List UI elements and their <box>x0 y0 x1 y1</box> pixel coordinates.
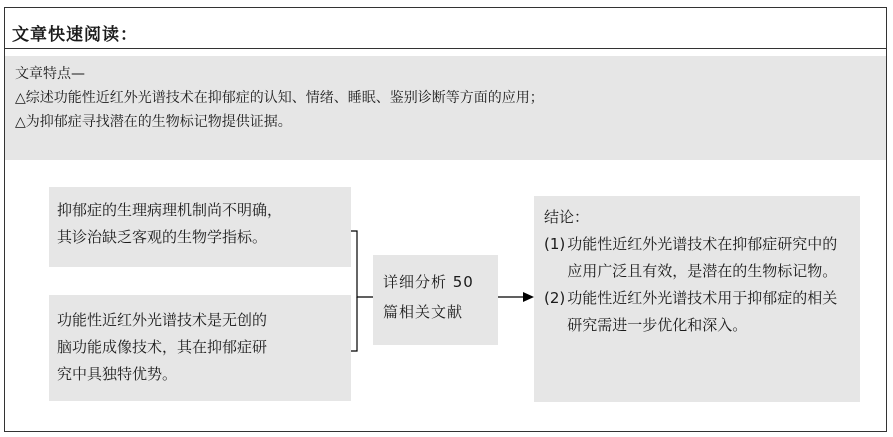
conclusion-item-2-text: 功能性近红外光谱技术用于抑郁症的相关研究需进一步优化和深入。 <box>567 289 838 334</box>
analysis-box <box>373 255 498 345</box>
analysis-line-2: 篇相关文献 <box>383 303 464 321</box>
feature-item-1: △综述功能性近红外光谱技术在抑郁症的认知、情绪、睡眠、鉴别诊断等方面的应用； <box>15 90 544 106</box>
conclusion-item-1-text: 功能性近红外光谱技术在抑郁症研究中的应用广泛且有效，是潜在的生物标记物。 <box>567 235 838 280</box>
conclusion-item-1-number: (1) <box>544 235 566 253</box>
feature-item-2: △为抑郁症寻找潜在的生物标记物提供证据。 <box>15 114 292 130</box>
page-title: 文章快速阅读： <box>12 25 138 45</box>
features-heading: 文章特点— <box>15 66 85 82</box>
background-line-1: 抑郁症的生理病理机制尚不明确， <box>57 201 283 219</box>
technique-line-3: 究中具独特优势。 <box>57 365 178 383</box>
background-line-2: 其诊治缺乏客观的生物学指标。 <box>57 228 268 246</box>
conclusion-item-2-number: (2) <box>544 289 566 307</box>
background-box <box>49 187 351 267</box>
conclusion-item-2 <box>544 285 850 339</box>
technique-line-2: 脑功能成像技术，其在抑郁症研 <box>57 338 268 356</box>
arrow-head <box>523 292 534 302</box>
technique-line-1: 功能性近红外光谱技术是无创的 <box>57 311 268 329</box>
conclusion-box <box>534 196 860 402</box>
conclusion-heading: 结论： <box>544 208 590 226</box>
analysis-line-1: 详细分析 50 <box>383 273 474 291</box>
conclusion-item-1 <box>544 231 850 285</box>
technique-box <box>49 295 351 401</box>
